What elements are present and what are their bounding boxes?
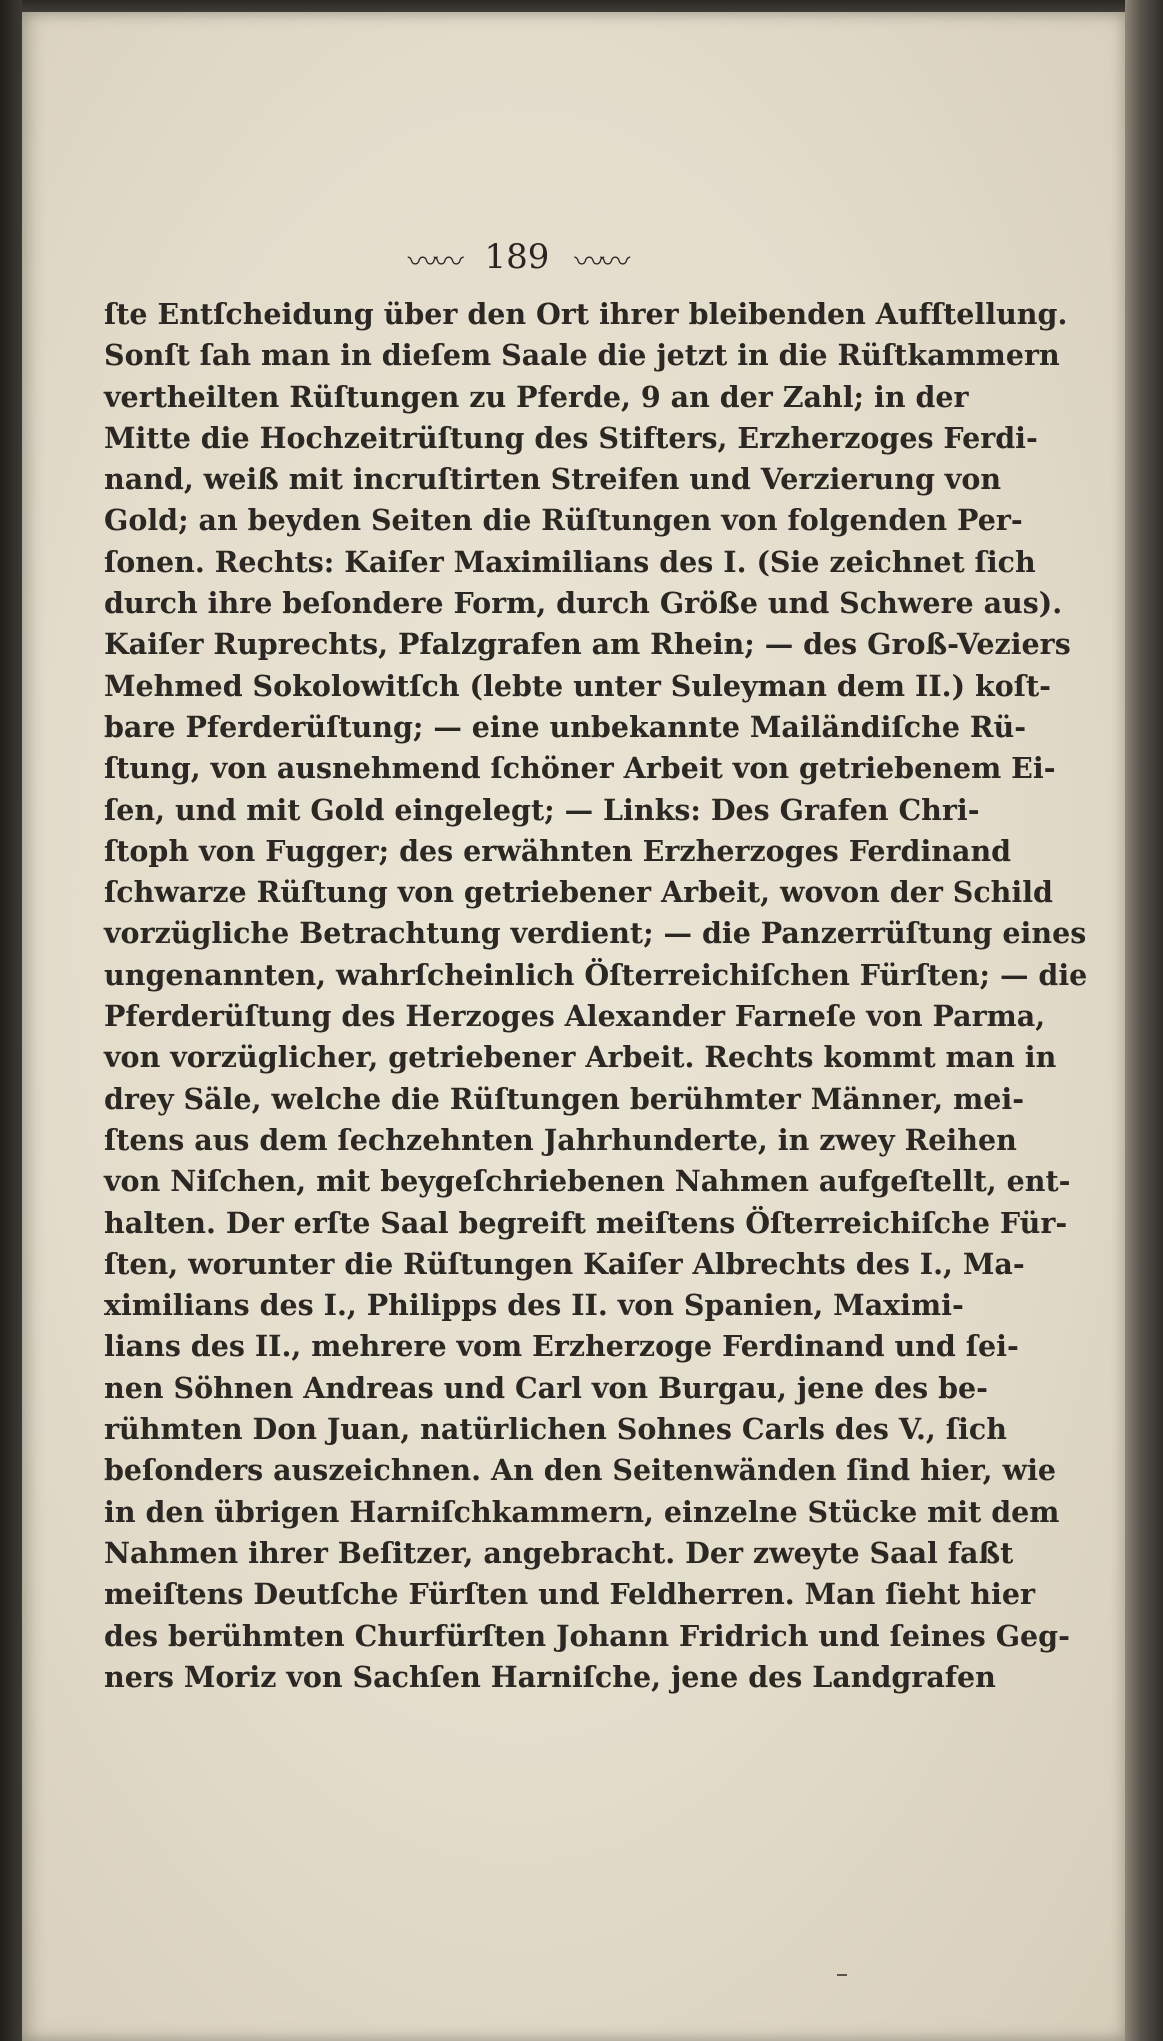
text-line: Nahmen ihrer Beſitzer, angebracht. Der zweyte Saal faßt	[104, 1535, 1014, 1570]
text-line: Gold; an beyden Seiten die Rüſtungen von folgenden Per-	[104, 503, 1023, 538]
page-number: 189	[484, 237, 550, 277]
text-line: Pferderüſtung des Herzoges Alexander Farneſe von Parma,	[104, 999, 1046, 1034]
text-line: nen Söhnen Andreas und Carl von Burgau, jene des be-	[104, 1370, 988, 1405]
text-line: ſonen. Rechts: Kaiſer Maximilians des I. (Sie zeichnet ſich	[104, 544, 1036, 579]
text-line: ſte Entſcheidung über den Ort ihrer bleibenden Aufſtellung.	[104, 297, 1068, 331]
text-line: ſtens aus dem ſechzehnten Jahrhunderte, in zwey Reihen	[104, 1122, 1017, 1157]
text-line: ſtoph von Fugger; des erwähnten Erzherzoges Ferdinand	[104, 833, 1012, 868]
text-line: rühmten Don Juan, natürlichen Sohnes Carls des V., ſich	[104, 1412, 1007, 1447]
text-line: des berühmten Churfürſten Johann Fridrich und ſeines Geg-	[104, 1618, 1070, 1653]
text-line: vorzügliche Betrachtung verdient; — die Panzerrüſtung eines	[104, 916, 1087, 951]
text-line: halten. Der erſte Saal begreift meiſtens Öſterreichiſche Für-	[104, 1205, 1068, 1240]
text-line: von Niſchen, mit beygeſchriebenen Nahmen aufgeſtellt, ent-	[104, 1164, 1071, 1199]
text-line: ſten, worunter die Rüſtungen Kaiſer Albrechts des I., Ma-	[104, 1246, 1025, 1281]
ornament-right: 〰〰	[574, 245, 627, 280]
text-line: von vorzüglicher, getriebener Arbeit. Rechts kommt man in	[104, 1040, 1057, 1075]
text-line: Sonſt ſah man in dieſem Saale die jetzt in die Rüſtkammern	[104, 338, 1060, 373]
text-line: ſtung, von ausnehmend ſchöner Arbeit von getriebenem Ei-	[104, 751, 1056, 786]
text-line: lians des II., mehrere vom Erzherzoge Ferdinand und ſei-	[104, 1329, 1019, 1364]
text-line: ners Moriz von Sachſen Harniſche, jene des Landgrafen	[104, 1659, 996, 1694]
text-line: ungenannten, wahrſcheinlich Öſterreichiſchen Fürſten; — die	[104, 957, 1088, 992]
text-line: drey Säle, welche die Rüſtungen berühmter Männer, mei-	[104, 1081, 1025, 1116]
ornament-left: 〰〰	[407, 245, 460, 280]
paper-page	[22, 12, 1125, 2041]
text-line: durch ihre beſondere Form, durch Größe und Schwere aus).	[104, 586, 1063, 621]
text-line: ſen, und mit Gold eingelegt; — Links: Des Grafen Chri-	[104, 792, 980, 827]
text-line: Mitte die Hochzeitrüſtung des Stifters, Erzherzoges Ferdi-	[104, 420, 1038, 455]
text-line: ſchwarze Rüſtung von getriebener Arbeit, wovon der Schild	[104, 875, 1053, 910]
text-line: in den übrigen Harniſchkammern, einzelne Stücke mit dem	[104, 1494, 1060, 1529]
printer-mark	[837, 1974, 847, 1976]
text-line: bare Pferderüſtung; — eine unbekannte Mailändiſche Rü-	[104, 709, 1027, 744]
text-line: nand, weiß mit incruſtirten Streifen und Verzierung von	[104, 462, 1002, 497]
page-stack-edge	[1125, 0, 1163, 2041]
body-text	[104, 294, 1088, 1698]
text-line: Mehmed Sokolowitſch (lebte unter Suleyman dem II.) koſt-	[104, 668, 1051, 703]
text-line: ximilians des I., Philipps des II. von Spanien, Maximi-	[104, 1288, 964, 1323]
book-gutter	[0, 0, 22, 2041]
page-header	[22, 237, 1012, 281]
text-line: beſonders auszeichnen. An den Seitenwänden ſind hier, wie	[104, 1453, 1057, 1488]
text-line: meiſtens Deutſche Fürſten und Feldherren. Man ſieht hier	[104, 1577, 1035, 1612]
text-line: vertheilten Rüſtungen zu Pferde, 9 an der Zahl; in der	[104, 379, 969, 414]
text-line: Kaiſer Ruprechts, Pfalzgrafen am Rhein; — des Groß-Veziers	[104, 627, 1071, 662]
